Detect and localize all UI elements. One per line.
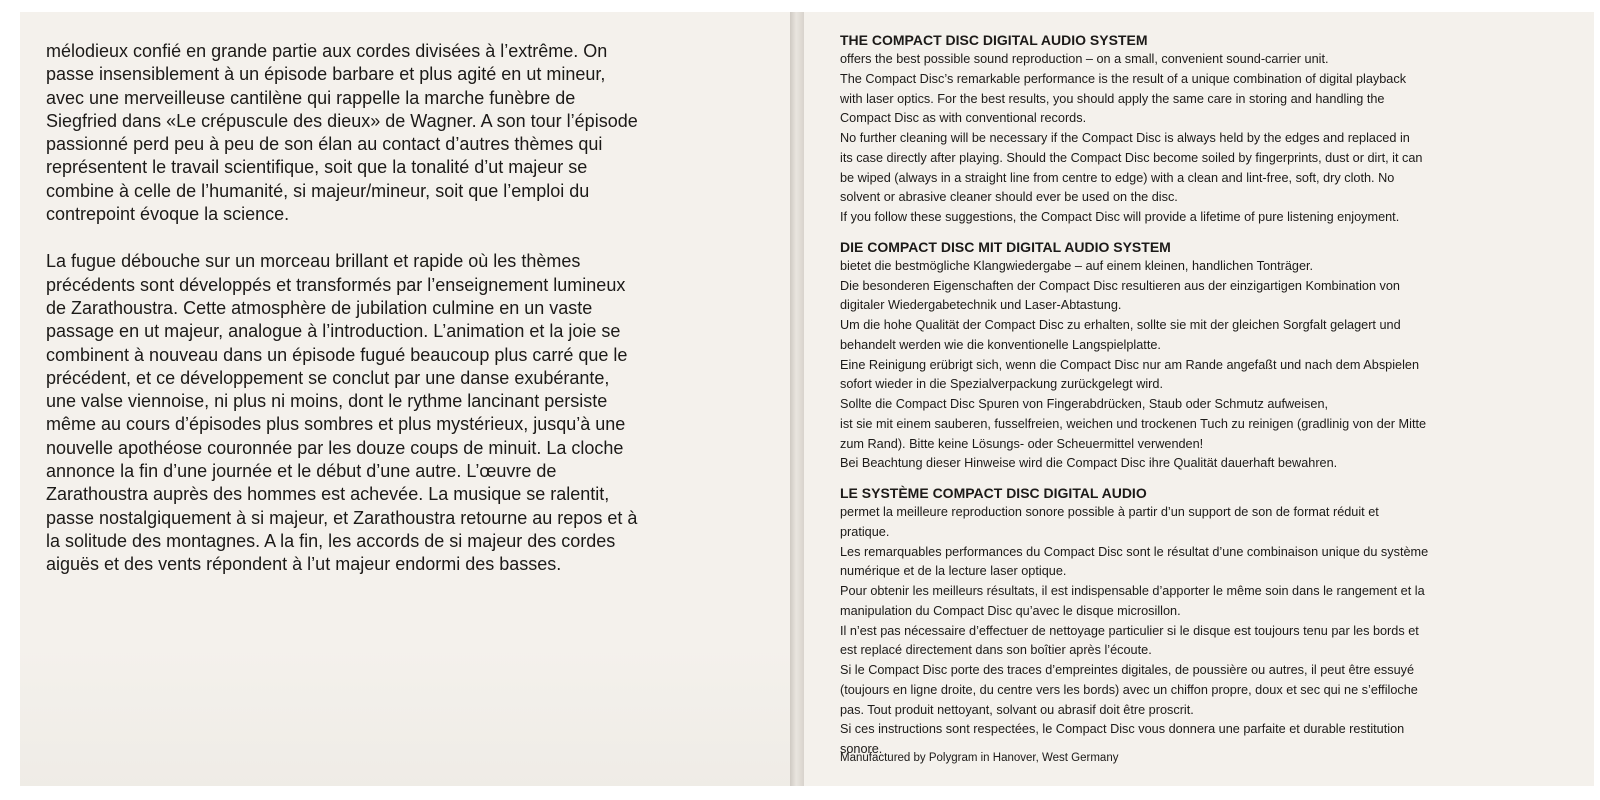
section-heading-english: THE COMPACT DISC DIGITAL AUDIO SYSTEM (840, 32, 1148, 48)
right-page (804, 12, 1594, 786)
show-through-shade (20, 646, 790, 786)
section-german (840, 237, 1566, 474)
section-body-english: offers the best possible sound reproduction – on a small, convenient sound-carrier unit. The Compact Disc’s remarkable performance is the result of a unique combination of digital playback with laser optics. For the best results, you should apply the same care in storing and handling the Compact Disc as with conventional records. No further cleaning will be necessary if the Compact Disc is always held by the edges and replaced in its case directly after playing. Should the Compact Disc become soiled by fingerprints, dust or dirt, it can be wiped (always in a straight line from centre to edge) with a clean and lint-free, soft, dry cloth. No solvent or abrasive cleaner should ever be used on the disc. If you follow these suggestions, the Compact Disc will provide a lifetime of pure listening enjoyment. (840, 52, 1423, 224)
left-paragraph-2: La fugue débouche sur un morceau brillant et rapide où les thèmes précédents sont développés et transformés par l’enseignement lumineux de Zarathoustra. Cette atmosphère de jubilation culmine en un vaste passage en ut majeur, analogue à l’introduction. L’animation et la joie se combinent à nouveau dans un épisode fugué beaucoup plus carré que le précédent, et ce développement se conclut par une danse exubérante, une valse viennoise, ni plus ni moins, dont le rythme lancinant persiste même au cours d’épisodes plus sombres et plus mystérieux, jusqu’à une nouvelle apothéose couronnée par les douze coups de minuit. La cloche annonce la fin d’une journée et le début d’une autre. L’œuvre de Zarathoustra auprès des hommes est achevée. La musique se ralentit, passe nostalgiquement à si majeur, et Zarathoustra retourne au repos et à la solitude des montagnes. A la fin, les accords de si majeur des cordes aiguës et des vents répondent à l’ut majeur endormi des basses. (46, 251, 638, 575)
left-paragraph-1: mélodieux confié en grande partie aux cordes divisées à l’extrême. On passe insensiblement à un épisode barbare et plus agité en ut mineur, avec une merveilleuse cantilène qui rappelle la marche funèbre de Siegfried dans «Le crépuscule des dieux» de Wagner. A son tour l’épisode passionné perd peu à peu de son élan au contact d’autres thèmes qui représentent le travail scientifique, soit que la tonalité d’ut majeur se combine à celle de l’humanité, si majeur/mineur, soit que l’emploi du contrepoint évoque la science. (46, 41, 638, 225)
left-page (20, 12, 790, 786)
section-english (840, 30, 1566, 228)
section-heading-french: LE SYSTÈME COMPACT DISC DIGITAL AUDIO (840, 485, 1147, 501)
manufacturer-note: Manufactured by Polygram in Hanover, West Germany (840, 752, 1119, 764)
section-heading-german: DIE COMPACT DISC MIT DIGITAL AUDIO SYSTEM (840, 238, 1171, 255)
section-body-french: permet la meilleure reproduction sonore possible à partir d’un support de son de format réduit et pratique. Les remarquables performances du Compact Disc sont le résultat d’une combinaison unique du système numérique et de la lecture laser optique. Pour obtenir les meilleurs résultats, il est indispensable d’apporter le même soin dans le rangement et la manipulation du Compact Disc qu’avec le disque microsillon. Il n’est pas nécessaire d’effectuer de nettoyage particulier si le disque est toujours tenu par les bords et est replacé directement dans son boîtier après l’écoute. Si le Compact Disc porte des traces d’empreintes digitales, de poussière ou autres, il peut être essuyé (toujours en ligne droite, du centre vers les bords) avec un chiffon propre, doux et sec qui ne s’effiloche pas. Tout produit nettoyant, solvant ou abrasif doit être proscrit. Si ces instructions sont respectées, le Compact Disc vous donnera une parfaite et durable restitution sonore. (840, 505, 1429, 756)
section-body-german: bietet die bestmögliche Klangwiedergabe – auf einem kleinen, handlichen Tonträger. Die besonderen Eigenschaften der Compact Disc resultieren aus der einzigartigen Kombination von digitaler Wiedergabetechnik und Laser-Abtastung. Um die hohe Qualität der Compact Disc zu erhalten, sollte sie mit der gleichen Sorgfalt gelagert und behandelt werden wie die konventionelle Langspielplatte. Eine Reinigung erübrigt sich, wenn die Compact Disc nur am Rande angefaßt und nach dem Abspielen sofort wieder in die Spezialverpackung zurückgelegt wird. Sollte die Compact Disc Spuren von Fingerabdrücken, Staub oder Schmutz aufweisen, ist sie mit einem sauberen, fusselfreien, weichen und trockenen Tuch zu reinigen (gradlinig von der Mitte zum Rand). Bitte keine Lösungs- oder Scheuermittel verwenden! Bei Beachtung dieser Hinweise wird die Compact Disc ihre Qualität dauerhaft bewahren. (840, 258, 1427, 471)
section-french (840, 483, 1566, 760)
booklet-gutter (790, 12, 804, 786)
